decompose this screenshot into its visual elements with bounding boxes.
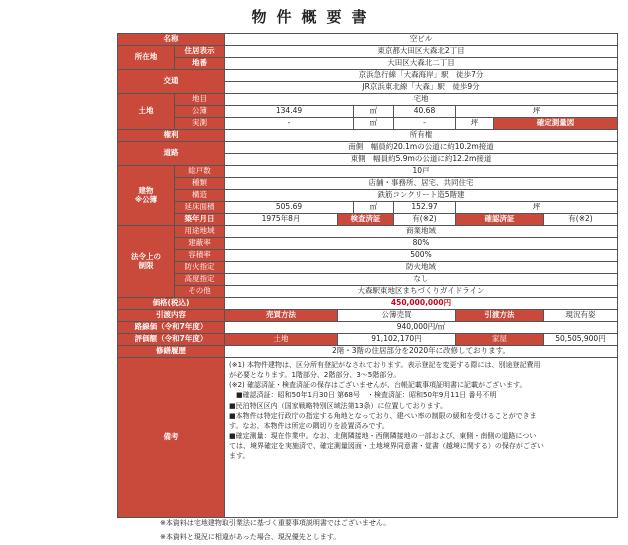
label-land: 土地 [118, 94, 175, 130]
value-zone: 商業地域 [225, 226, 618, 238]
row-address [118, 46, 618, 58]
row-land-actual [118, 118, 618, 130]
value-roadprice: 940,000円/㎡ [225, 322, 618, 334]
label-road: 道路 [118, 142, 225, 166]
label-zone: 用途地域 [175, 226, 225, 238]
row-roadprice [118, 322, 618, 334]
remarks-line: ■民泊特区区内（国家戦略特別区域法第13条）に位置しております。 [229, 401, 447, 410]
label-units: 総戸数 [175, 166, 225, 178]
label-other: その他 [175, 286, 225, 298]
value-assess-house: 50,505,900円 [544, 334, 618, 346]
value-price: 450,000,000円 [225, 298, 618, 310]
label-roadprice: 路線価（令和7年度） [118, 322, 225, 334]
value-repair: 2階・3階の住居部分を2020年に改修しております。 [225, 346, 618, 358]
row-law-height [118, 274, 618, 286]
row-building-structure [118, 190, 618, 202]
value-height: なし [225, 274, 618, 286]
value-floor-m2: 505.69 [225, 202, 354, 214]
label-type: 種類 [175, 178, 225, 190]
label-delivery: 引渡内容 [118, 310, 225, 322]
value-built: 1975年8月 [225, 214, 338, 226]
row-land-public [118, 106, 618, 118]
row-name [118, 34, 618, 46]
row-rights [118, 130, 618, 142]
row-law-bcr [118, 238, 618, 250]
row-repair [118, 346, 618, 358]
value-land-public-m2: 134.49 [225, 106, 354, 118]
value-assess-land: 91,102,170円 [338, 334, 456, 346]
row-building-floor [118, 202, 618, 214]
row-assessment [118, 334, 618, 346]
remarks-line: ■本物件は特定行政庁の指定する角地となっており、建ぺい率の制限の緩和を受けることができま [229, 411, 537, 420]
label-assessment: 評価額（令和7年度） [118, 334, 225, 346]
label-sale-method: 売買方法 [225, 310, 338, 322]
unit-land-public-tsubo: 坪 [456, 106, 618, 118]
value-units: 10戸 [225, 166, 618, 178]
row-building-built [118, 214, 618, 226]
label-handover: 引渡方法 [456, 310, 544, 322]
value-other: 大森駅東地区まちづくりガイドライン [225, 286, 618, 298]
value-land-actual-tsubo: - [394, 118, 456, 130]
unit-land-actual-m2: ㎡ [354, 118, 394, 130]
row-land-category [118, 94, 618, 106]
row-law-zone [118, 226, 618, 238]
unit-floor-tsubo: 坪 [456, 202, 618, 214]
property-summary-table [117, 33, 618, 518]
label-name: 名称 [118, 34, 225, 46]
label-height: 高度指定 [175, 274, 225, 286]
value-name: 空ビル [225, 34, 618, 46]
value-traffic-2: JR京浜東北線「大森」駅 徒歩9分 [225, 82, 618, 94]
label-remarks: 備考 [118, 358, 225, 518]
label-price: 価格(税込) [118, 298, 225, 310]
remarks-line: す。なお、本物件は所定の隅切りを設置済みです。 [229, 421, 389, 430]
remarks-text [225, 358, 618, 518]
row-traffic-1 [118, 70, 618, 82]
value-confirm: 有(※2) [544, 214, 618, 226]
value-road-2: 東側 幅員約5.9mの公道に約12.2m接道 [225, 154, 618, 166]
footer-note-2: ※本資料と現況に相違があった場合、現況優先とします。 [160, 533, 341, 541]
row-building-type [118, 178, 618, 190]
value-bcr: 80% [225, 238, 618, 250]
value-sale-method: 公簿売買 [338, 310, 456, 322]
remarks-line: ては、境界確定を実施済で、確定測量図面・土地境界同意書・覚書（越境に関する）の保存がござい [229, 442, 544, 451]
label-lot: 地番 [175, 58, 225, 70]
label-address: 住居表示 [175, 46, 225, 58]
value-rights: 所有権 [225, 130, 618, 142]
value-traffic-1: 京浜急行線「大森海岸」駅 徒歩7分 [225, 70, 618, 82]
label-location: 所在地 [118, 46, 175, 70]
unit-floor-m2: ㎡ [354, 202, 394, 214]
label-built: 築年月日 [175, 214, 225, 226]
document-title: 物件概要書 [251, 8, 377, 26]
row-remarks [118, 358, 618, 518]
label-bcr: 建蔽率 [175, 238, 225, 250]
value-land-public-tsubo: 40.68 [394, 106, 456, 118]
label-structure: 構造 [175, 190, 225, 202]
unit-land-public-m2: ㎡ [354, 106, 394, 118]
label-survey: 確定測量図 [494, 118, 618, 130]
value-handover: 現況有姿 [544, 310, 618, 322]
label-land-public: 公簿 [175, 106, 225, 118]
remarks-line: が必要となります。1階部分、2階部分、3～5階部分。 [229, 371, 401, 380]
row-delivery [118, 310, 618, 322]
value-structure: 鉄筋コンクリート造5階建 [225, 190, 618, 202]
label-land-actual: 実測 [175, 118, 225, 130]
label-confirm: 確認済証 [456, 214, 544, 226]
remarks-line: (※2) 確認済証・検査済証の保存はございませんが、台帳記載事項証明書に記載がございます。 [229, 381, 527, 390]
row-road-1 [118, 142, 618, 154]
value-inspect: 有(※2) [394, 214, 456, 226]
label-law: 法令上の 制限 [118, 226, 175, 298]
label-assess-land: 土地 [225, 334, 338, 346]
row-price [118, 298, 618, 310]
remarks-line: ます。 [229, 452, 250, 461]
label-rights: 権利 [118, 130, 225, 142]
value-floor-tsubo: 152.97 [394, 202, 456, 214]
row-lot [118, 58, 618, 70]
unit-land-actual-tsubo: 坪 [456, 118, 494, 130]
label-floor: 延床面積 [175, 202, 225, 214]
remarks-line: ■確認済証：昭和50年1月30日 第68号 ・検査済証：昭和50年9月11日 番号不明 [229, 391, 497, 400]
row-building-units [118, 166, 618, 178]
value-land-actual-m2: - [225, 118, 354, 130]
row-law-fire [118, 262, 618, 274]
value-far: 500% [225, 250, 618, 262]
remarks-line: (※1) 本物件建物は、区分所有登記がなされております。表示登記を変更する際には、別途登記費用 [229, 361, 541, 369]
value-road-1: 南側 幅員約20.1mの公道に約10.2m接道 [225, 142, 618, 154]
label-building: 建物 ※公簿 [118, 166, 175, 226]
label-traffic: 交通 [118, 70, 225, 94]
value-type: 店舗・事務所、居宅、共同住宅 [225, 178, 618, 190]
row-law-other [118, 286, 618, 298]
value-address: 東京都大田区大森北2丁目 [225, 46, 618, 58]
row-law-far [118, 250, 618, 262]
value-lot: 大田区大森北二丁目 [225, 58, 618, 70]
label-inspect: 検査済証 [338, 214, 394, 226]
label-land-category: 地目 [175, 94, 225, 106]
label-repair: 修繕履歴 [118, 346, 225, 358]
value-fire: 防火地域 [225, 262, 618, 274]
footer-note-1: ※本資料は宅地建物取引業法に基づく重要事項説明書ではございません。 [160, 519, 391, 527]
remarks-line: ■確定測量：現在作業中。なお、北側隣接地・西側隣接地の一部および、東側・南側の道路につい [229, 431, 537, 440]
value-land-category: 宅地 [225, 94, 618, 106]
label-assess-house: 家屋 [456, 334, 544, 346]
label-far: 容積率 [175, 250, 225, 262]
label-fire: 防火指定 [175, 262, 225, 274]
